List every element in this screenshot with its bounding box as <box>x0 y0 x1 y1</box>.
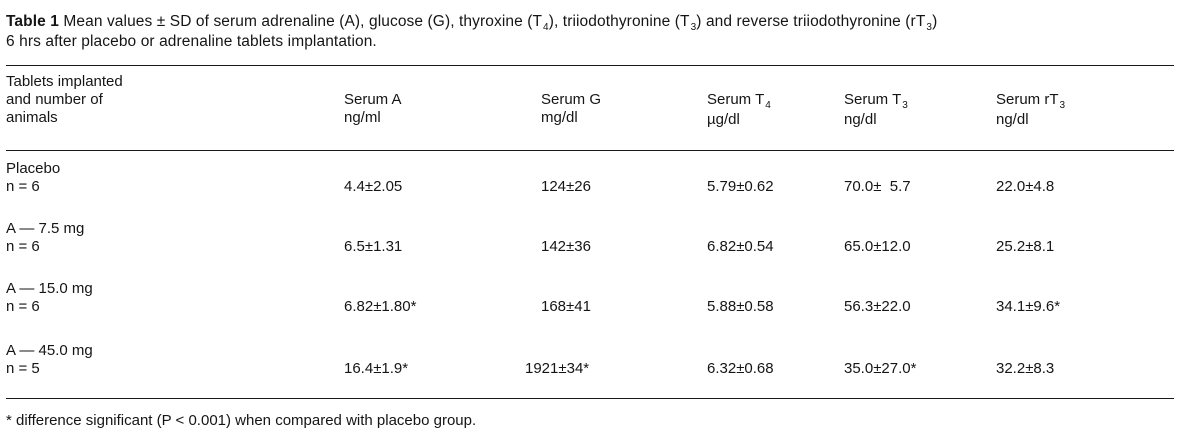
cell-serum-g: 142±36 <box>541 238 591 255</box>
cell-serum-rt3: 32.2±8.3 <box>996 360 1055 377</box>
row-group-label: A — 7.5 mg <box>6 220 85 237</box>
cell-serum-t4: 6.32±0.68 <box>707 360 774 377</box>
header-group-line2: and number of <box>6 91 103 108</box>
cell-serum-t3: 70.0± 5.7 <box>844 178 911 195</box>
cell-serum-t4: 6.82±0.54 <box>707 238 774 255</box>
row-group-label: A — 45.0 mg <box>6 342 93 359</box>
header-serum-a <box>344 91 402 127</box>
header-serum-a-unit: ng/ml <box>344 109 381 126</box>
header-group <box>6 73 123 127</box>
caption-sub-t3: 3 <box>690 22 697 33</box>
cell-serum-t3: 56.3±22.0 <box>844 298 911 315</box>
cell-serum-t4: 5.88±0.58 <box>707 298 774 315</box>
header-serum-t3-unit: ng/dl <box>844 111 877 128</box>
header-serum-a-name: Serum A <box>344 91 402 108</box>
row-n-label: n = 6 <box>6 298 40 315</box>
caption-text-mid1: ), triiodothyronine (T <box>548 13 690 30</box>
table-row-group <box>6 160 60 196</box>
caption-text-mid2: ) and reverse triiodothyronine (rT <box>696 13 926 30</box>
cell-serum-a: 6.5±1.31 <box>344 238 403 255</box>
header-serum-t3 <box>844 91 908 129</box>
caption-label: Table 1 <box>6 13 59 30</box>
header-serum-rt3-name: Serum rT <box>996 91 1059 108</box>
header-rule <box>6 150 1174 151</box>
table-row-group <box>6 280 93 316</box>
header-serum-t3-sub: 3 <box>902 100 908 111</box>
cell-serum-rt3: 22.0±4.8 <box>996 178 1055 195</box>
row-group-label: A — 15.0 mg <box>6 280 93 297</box>
cell-serum-a: 4.4±2.05 <box>344 178 403 195</box>
header-serum-t4-name: Serum T <box>707 91 765 108</box>
cell-serum-rt3: 25.2±8.1 <box>996 238 1055 255</box>
caption-text-pre: Mean values ± SD of serum adrenaline (A), glucose (G), thyroxine (T <box>58 13 543 30</box>
caption-sub-rt3: 3 <box>926 22 933 33</box>
cell-serum-rt3: 34.1±9.6* <box>996 298 1061 315</box>
cell-serum-a: 6.82±1.80* <box>344 298 417 315</box>
cell-serum-g: 1921±34* <box>525 360 590 377</box>
header-serum-rt3 <box>996 91 1065 129</box>
header-serum-g-unit: mg/dl <box>541 109 578 126</box>
header-serum-t3-name: Serum T <box>844 91 902 108</box>
header-serum-g <box>541 91 601 127</box>
header-serum-t4-sub: 4 <box>765 100 771 111</box>
caption-line2: 6 hrs after placebo or adrenaline tablets implantation. <box>6 33 377 50</box>
table-caption <box>6 13 1186 51</box>
row-n-label: n = 6 <box>6 178 40 195</box>
header-serum-g-name: Serum G <box>541 91 602 108</box>
header-serum-t4 <box>707 91 771 129</box>
header-group-line3: animals <box>6 109 58 126</box>
top-rule <box>6 65 1174 66</box>
cell-serum-a: 16.4±1.9* <box>344 360 409 377</box>
caption-sub-t4: 4 <box>543 22 549 33</box>
row-n-label: n = 6 <box>6 238 40 255</box>
row-n-label: n = 5 <box>6 360 40 377</box>
caption-text-post: ) <box>932 13 938 30</box>
table-row-group <box>6 342 93 378</box>
header-group-line1: Tablets implanted <box>6 73 123 90</box>
cell-serum-g: 124±26 <box>541 178 591 195</box>
footnote: * difference significant (P < 0.001) when compared with placebo group. <box>6 412 477 429</box>
bottom-rule <box>6 398 1174 399</box>
table-row-group <box>6 220 84 256</box>
header-serum-rt3-unit: ng/dl <box>996 111 1029 128</box>
header-serum-t4-unit: µg/dl <box>707 111 740 128</box>
cell-serum-g: 168±41 <box>541 298 591 315</box>
row-group-label: Placebo <box>6 160 61 177</box>
header-serum-rt3-sub: 3 <box>1059 100 1066 111</box>
cell-serum-t3: 65.0±12.0 <box>844 238 911 255</box>
cell-serum-t4: 5.79±0.62 <box>707 178 774 195</box>
cell-serum-t3: 35.0±27.0* <box>844 360 917 377</box>
